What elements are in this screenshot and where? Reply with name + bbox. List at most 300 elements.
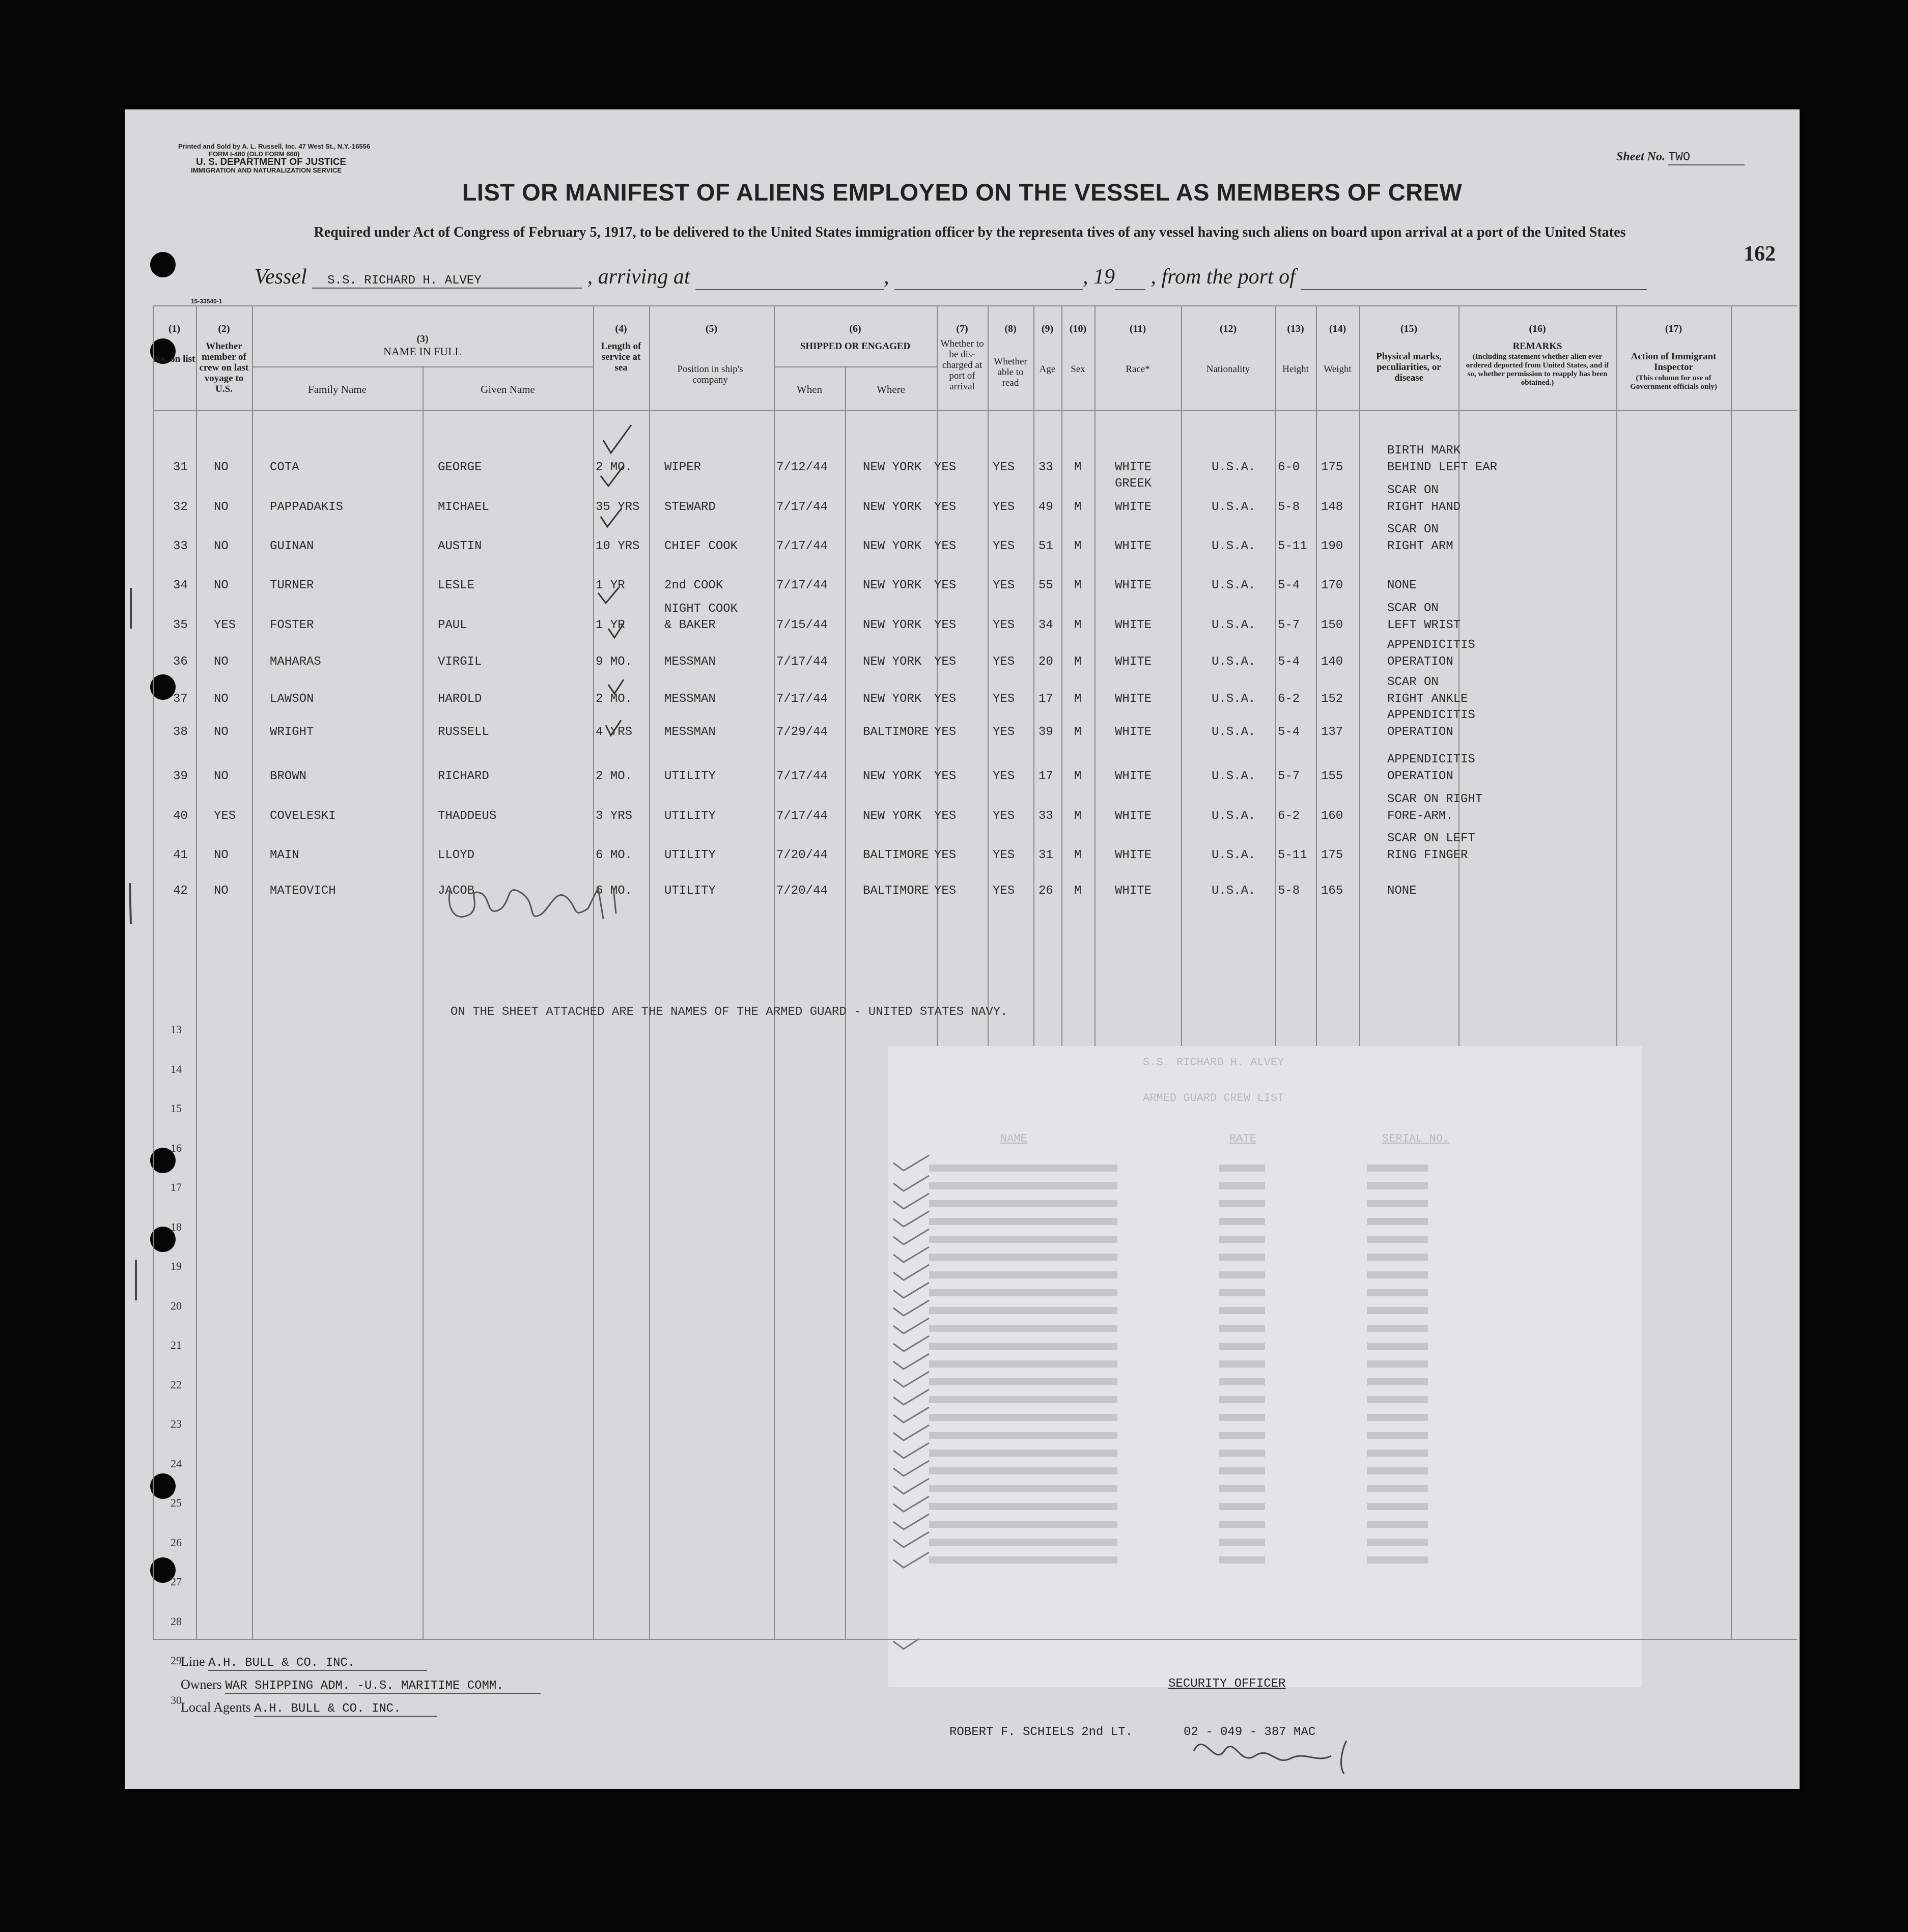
- physical-marks-cell-line1: APPENDICITIS: [1387, 638, 1475, 652]
- col-head-discharged: Whether to be dis-charged at port of arrival: [940, 338, 984, 392]
- nationality-cell: U.S.A.: [1212, 884, 1256, 898]
- race-cell: WHITE: [1115, 655, 1152, 669]
- col-head-no-on-list: No. on list: [153, 354, 195, 364]
- weight-cell: 152: [1321, 692, 1343, 706]
- race-secondary-cell: GREEK: [1115, 477, 1152, 491]
- page-number: 162: [1744, 242, 1776, 266]
- age-cell: 17: [1039, 770, 1053, 783]
- col-head-given-name: Given Name: [481, 383, 535, 395]
- age-cell: 17: [1039, 692, 1053, 706]
- sex-cell: M: [1074, 461, 1082, 474]
- physical-marks-cell-line1: SCAR ON: [1387, 523, 1439, 536]
- read-cell: YES: [993, 618, 1015, 632]
- last-voyage-cell: NO: [214, 579, 229, 592]
- col-num-4: (4): [615, 323, 627, 334]
- given-name-cell: RUSSELL: [438, 725, 489, 739]
- col-num-2: (2): [218, 323, 230, 334]
- col-num-7: (7): [956, 323, 968, 334]
- read-cell: YES: [993, 579, 1015, 592]
- last-voyage-cell: NO: [214, 770, 229, 783]
- physical-marks-cell: OPERATION: [1387, 655, 1453, 669]
- discharged-cell: YES: [934, 809, 957, 823]
- nationality-cell: U.S.A.: [1212, 579, 1256, 592]
- discharged-cell: YES: [934, 500, 957, 514]
- shipped-when-cell: 7/12/44: [776, 461, 828, 474]
- column-rule: [423, 366, 424, 1639]
- col-num-1: (1): [168, 323, 181, 334]
- row-number: 42: [173, 884, 188, 898]
- vessel-line: Vessel S.S. RICHARD H. ALVEY , arriving at , , 19 , from the port of: [255, 265, 1647, 290]
- shipped-when-cell: 7/17/44: [776, 692, 828, 706]
- blank-line-number: 25: [171, 1496, 182, 1509]
- read-cell: YES: [993, 848, 1015, 862]
- position-cell: WIPER: [664, 461, 702, 474]
- height-cell: 5-11: [1278, 539, 1307, 553]
- vessel-label: Vessel: [255, 265, 307, 289]
- family-name-cell: COVELESKI: [270, 809, 336, 823]
- position-cell: MESSMAN: [664, 725, 716, 739]
- col-num-17: (17): [1665, 323, 1682, 334]
- weight-cell: 150: [1321, 618, 1343, 632]
- column-rule: [196, 305, 197, 1639]
- position-cell: MESSMAN: [664, 692, 716, 706]
- given-name-cell: RICHARD: [438, 770, 489, 783]
- shipped-where-cell: NEW YORK: [863, 692, 922, 706]
- shipped-when-cell: 7/20/44: [776, 848, 828, 862]
- row-number: 32: [173, 500, 188, 514]
- family-name-cell: WRIGHT: [270, 725, 314, 739]
- sheet-number: Sheet No. TWO: [1616, 150, 1745, 165]
- given-name-cell: PAUL: [438, 618, 467, 632]
- physical-marks-cell: NONE: [1387, 884, 1417, 898]
- read-cell: YES: [993, 500, 1015, 514]
- nationality-cell: U.S.A.: [1212, 725, 1256, 739]
- col-head-where: Where: [877, 383, 905, 395]
- service-cell: 6 MO.: [596, 848, 633, 862]
- shipped-where-cell: BALTIMORE: [863, 725, 929, 739]
- nationality-cell: U.S.A.: [1212, 770, 1256, 783]
- last-voyage-cell: NO: [214, 848, 229, 862]
- sex-cell: M: [1074, 618, 1082, 632]
- family-name-cell: MATEOVICH: [270, 884, 336, 898]
- physical-marks-cell-line1: APPENDICITIS: [1387, 753, 1475, 766]
- faded-list-title: S.S. RICHARD H. ALVEY: [1143, 1056, 1284, 1069]
- height-cell: 5-4: [1278, 579, 1300, 592]
- page-subtitle: Required under Act of Congress of February 5, 1917, to be delivered to the United States immigration officer by the representa tives of any vessel having such aliens on board upon arrival at a port of the United States: [314, 224, 1626, 240]
- physical-marks-cell: FORE-ARM.: [1387, 809, 1453, 823]
- col-head-name: NAME IN FULL: [383, 345, 462, 358]
- blank-line-number: 21: [171, 1339, 182, 1351]
- shipped-when-cell: 7/17/44: [776, 579, 828, 592]
- col-head-remarks-note: (Including statement whether alien ever ordered deported from United States, and if so, whether permission to reapply has been obtained.): [1466, 353, 1609, 387]
- discharged-cell: YES: [934, 848, 957, 862]
- position-cell: UTILITY: [664, 848, 716, 862]
- family-name-cell: TURNER: [270, 579, 314, 592]
- read-cell: YES: [993, 809, 1015, 823]
- discharged-cell: YES: [934, 884, 957, 898]
- age-cell: 39: [1039, 725, 1053, 739]
- nationality-cell: U.S.A.: [1212, 539, 1256, 553]
- col-num-9: (9): [1041, 323, 1054, 334]
- last-voyage-cell: NO: [214, 692, 229, 706]
- family-name-cell: MAHARAS: [270, 655, 321, 669]
- weight-cell: 140: [1321, 655, 1343, 669]
- last-voyage-cell: NO: [214, 655, 229, 669]
- weight-cell: 175: [1321, 461, 1343, 474]
- discharged-cell: YES: [934, 725, 957, 739]
- nationality-cell: U.S.A.: [1212, 655, 1256, 669]
- col-head-position: Position in ship's company: [677, 364, 743, 385]
- shipped-when-cell: 7/17/44: [776, 500, 828, 514]
- race-cell: WHITE: [1115, 692, 1152, 706]
- discharged-cell: YES: [934, 539, 957, 553]
- race-cell: WHITE: [1115, 884, 1152, 898]
- physical-marks-cell-line1: SCAR ON: [1387, 602, 1439, 615]
- physical-marks-cell-line1: BIRTH MARK: [1387, 444, 1461, 458]
- weight-cell: 155: [1321, 770, 1343, 783]
- shipped-where-cell: NEW YORK: [863, 770, 922, 783]
- age-cell: 34: [1039, 618, 1053, 632]
- nationality-cell: U.S.A.: [1212, 618, 1256, 632]
- shipped-when-cell: 7/17/44: [776, 770, 828, 783]
- shipped-when-cell: 7/29/44: [776, 725, 828, 739]
- blank-line-number: 26: [171, 1536, 182, 1549]
- column-rule: [845, 366, 846, 1639]
- position-cell: 2nd COOK: [664, 579, 723, 592]
- service-cell: 4 YRS: [596, 725, 633, 739]
- last-voyage-cell: YES: [214, 809, 236, 823]
- col-num-11: (11): [1129, 323, 1146, 334]
- read-cell: YES: [993, 539, 1015, 553]
- read-cell: YES: [993, 692, 1015, 706]
- last-voyage-cell: YES: [214, 618, 236, 632]
- family-name-cell: MAIN: [270, 848, 299, 862]
- col-head-family-name: Family Name: [308, 383, 367, 395]
- printer-info: Printed and Sold by A. L. Russell, Inc. 47 West St., N.Y.-16556 FORM I-480 (OLD FORM 660) U. S. DEPARTMENT OF JUSTICE IMMIGRATION AND NATURALIZATION SERVICE: [178, 143, 371, 174]
- col-head-when: When: [796, 383, 823, 395]
- position-cell: UTILITY: [664, 770, 716, 783]
- sex-cell: M: [1074, 725, 1082, 739]
- blank-line-number: 22: [171, 1378, 182, 1391]
- given-name-cell: AUSTIN: [438, 539, 482, 553]
- row-number: 33: [173, 539, 188, 553]
- col-head-age: Age: [1039, 364, 1056, 375]
- col-head-height: Height: [1282, 364, 1309, 375]
- physical-marks-cell: RIGHT ARM: [1387, 539, 1453, 553]
- shipped-where-cell: NEW YORK: [863, 461, 922, 474]
- row-number: 31: [173, 461, 188, 474]
- shipped-where-cell: NEW YORK: [863, 539, 922, 553]
- height-cell: 5-8: [1278, 884, 1300, 898]
- weight-cell: 137: [1321, 725, 1343, 739]
- service-cell: 1 YR: [596, 579, 625, 592]
- weight-cell: 165: [1321, 884, 1343, 898]
- physical-marks-cell: NONE: [1387, 579, 1417, 592]
- physical-marks-cell: OPERATION: [1387, 725, 1453, 739]
- armed-guard-note: ON THE SHEET ATTACHED ARE THE NAMES OF THE ARMED GUARD - UNITED STATES NAVY.: [451, 1005, 1008, 1019]
- family-name-cell: PAPPADAKIS: [270, 500, 344, 514]
- family-name-cell: LAWSON: [270, 692, 314, 706]
- race-cell: WHITE: [1115, 809, 1152, 823]
- height-cell: 5-4: [1278, 655, 1300, 669]
- read-cell: YES: [993, 655, 1015, 669]
- discharged-cell: YES: [934, 579, 957, 592]
- faded-armed-guard-list: [888, 1046, 1642, 1687]
- footer-agents: Local Agents A.H. BULL & CO. INC.: [181, 1700, 437, 1717]
- position-cell: MESSMAN: [664, 655, 716, 669]
- column-rule: [1731, 305, 1732, 1639]
- race-cell: WHITE: [1115, 770, 1152, 783]
- height-cell: 5-11: [1278, 848, 1307, 862]
- blank-line-number: 18: [171, 1220, 182, 1233]
- last-voyage-cell: NO: [214, 539, 229, 553]
- race-cell: WHITE: [1115, 579, 1152, 592]
- col-head-remarks: REMARKS: [1512, 341, 1562, 352]
- given-name-cell: GEORGE: [438, 461, 482, 474]
- physical-marks-cell-line1: SCAR ON LEFT: [1387, 832, 1475, 845]
- physical-marks-cell: LEFT WRIST: [1387, 618, 1461, 632]
- discharged-cell: YES: [934, 692, 957, 706]
- blank-line-number: 29: [171, 1654, 182, 1667]
- service-cell: 35 YRS: [596, 500, 640, 514]
- physical-marks-cell: OPERATION: [1387, 770, 1453, 783]
- row-number: 38: [173, 725, 188, 739]
- height-cell: 6-2: [1278, 809, 1300, 823]
- service-cell: 3 YRS: [596, 809, 633, 823]
- form-code: 15-33540-1: [191, 298, 222, 305]
- col-num-13: (13): [1287, 323, 1304, 334]
- position-cell: UTILITY: [664, 884, 716, 898]
- col-head-length-service: Length of service at sea: [601, 341, 641, 373]
- faded-col-name: NAME: [1000, 1132, 1027, 1145]
- weight-cell: 160: [1321, 809, 1343, 823]
- service-cell: 2 MO.: [596, 692, 633, 706]
- last-voyage-cell: NO: [214, 461, 229, 474]
- service-cell: 9 MO.: [596, 655, 633, 669]
- physical-marks-cell: BEHIND LEFT EAR: [1387, 461, 1498, 474]
- punch-hole: [150, 252, 176, 277]
- footer-owners: Owners WAR SHIPPING ADM. -U.S. MARITIME COMM.: [181, 1677, 541, 1694]
- age-cell: 49: [1039, 500, 1053, 514]
- race-cell: WHITE: [1115, 539, 1152, 553]
- given-name-cell: LESLE: [438, 579, 475, 592]
- weight-cell: 175: [1321, 848, 1343, 862]
- age-cell: 31: [1039, 848, 1053, 862]
- last-voyage-cell: NO: [214, 725, 229, 739]
- position-cell-line1: NIGHT COOK: [664, 602, 738, 616]
- shipped-where-cell: NEW YORK: [863, 618, 922, 632]
- col-head-action-note: (This column for use of Government officials only): [1630, 374, 1717, 391]
- column-rule: [153, 305, 154, 1639]
- security-officer-label: SECURITY OFFICER: [1168, 1677, 1286, 1691]
- blank-line-number: 16: [171, 1141, 182, 1154]
- col-num-14: (14): [1329, 323, 1346, 334]
- family-name-cell: FOSTER: [270, 618, 314, 632]
- family-name-cell: BROWN: [270, 770, 307, 783]
- col-head-read: Whether able to read: [994, 356, 1027, 388]
- shipped-where-cell: NEW YORK: [863, 655, 922, 669]
- age-cell: 51: [1039, 539, 1053, 553]
- blank-line-number: 23: [171, 1417, 182, 1430]
- faded-col-serial: SERIAL NO.: [1382, 1132, 1450, 1145]
- shipped-where-cell: BALTIMORE: [863, 884, 929, 898]
- weight-cell: 170: [1321, 579, 1343, 592]
- col-head-weight: Weight: [1324, 364, 1352, 375]
- handwritten-signature: [435, 868, 649, 934]
- blank-line-number: 30: [171, 1693, 182, 1707]
- row-number: 41: [173, 848, 188, 862]
- nationality-cell: U.S.A.: [1212, 500, 1256, 514]
- service-cell: 6 MO.: [596, 884, 633, 898]
- height-cell: 6-0: [1278, 461, 1300, 474]
- discharged-cell: YES: [934, 461, 957, 474]
- height-cell: 5-8: [1278, 500, 1300, 514]
- race-cell: WHITE: [1115, 461, 1152, 474]
- height-cell: 5-7: [1278, 770, 1300, 783]
- faded-list-subtitle: ARMED GUARD CREW LIST: [1143, 1092, 1284, 1104]
- read-cell: YES: [993, 725, 1015, 739]
- discharged-cell: YES: [934, 655, 957, 669]
- position-cell: UTILITY: [664, 809, 716, 823]
- row-number: 37: [173, 692, 188, 706]
- shipped-when-cell: 7/17/44: [776, 809, 828, 823]
- col-num-3: (3): [416, 333, 429, 345]
- weight-cell: 190: [1321, 539, 1343, 553]
- nationality-cell: U.S.A.: [1212, 461, 1256, 474]
- sex-cell: M: [1074, 770, 1082, 783]
- weight-cell: 148: [1321, 500, 1343, 514]
- faded-list-lines: [899, 1158, 1458, 1616]
- discharged-cell: YES: [934, 618, 957, 632]
- sex-cell: M: [1074, 809, 1082, 823]
- blank-line-number: 13: [171, 1023, 182, 1036]
- blank-line-number: 15: [171, 1102, 182, 1115]
- race-cell: WHITE: [1115, 618, 1152, 632]
- column-rule: [774, 305, 775, 1639]
- nationality-cell: U.S.A.: [1212, 809, 1256, 823]
- family-name-cell: COTA: [270, 461, 299, 474]
- physical-marks-cell-line1: SCAR ON RIGHT: [1387, 792, 1483, 806]
- page-title: LIST OR MANIFEST OF ALIENS EMPLOYED ON THE VESSEL AS MEMBERS OF CREW: [462, 179, 1463, 206]
- family-name-cell: GUINAN: [270, 539, 314, 553]
- given-name-cell: MICHAEL: [438, 500, 489, 514]
- physical-marks-cell: RIGHT ANKLE: [1387, 692, 1468, 706]
- age-cell: 20: [1039, 655, 1053, 669]
- manifest-sheet: [125, 109, 1800, 1789]
- read-cell: YES: [993, 884, 1015, 898]
- col-head-nationality: Nationality: [1206, 364, 1250, 375]
- col-head-sex: Sex: [1071, 364, 1085, 375]
- height-cell: 5-4: [1278, 725, 1300, 739]
- sex-cell: M: [1074, 539, 1082, 553]
- shipped-when-cell: 7/17/44: [776, 655, 828, 669]
- given-name-cell: JACOB: [438, 884, 475, 898]
- given-name-cell: THADDEUS: [438, 809, 497, 823]
- sex-cell: M: [1074, 848, 1082, 862]
- read-cell: YES: [993, 461, 1015, 474]
- position-cell: STEWARD: [664, 500, 716, 514]
- physical-marks-cell: RIGHT HAND: [1387, 500, 1461, 514]
- faded-col-rate: RATE: [1229, 1132, 1256, 1145]
- column-rule: [649, 305, 650, 1639]
- col-num-15: (15): [1400, 323, 1418, 334]
- physical-marks-cell-line1: SCAR ON: [1387, 675, 1439, 689]
- nationality-cell: U.S.A.: [1212, 692, 1256, 706]
- physical-marks-cell: RING FINGER: [1387, 848, 1468, 862]
- blank-line-number: 28: [171, 1614, 182, 1628]
- race-cell: WHITE: [1115, 500, 1152, 514]
- col-head-physical-marks: Physical marks, peculiarities, or disease: [1376, 351, 1442, 383]
- punch-hole: [150, 1473, 176, 1499]
- blank-line-number: 19: [171, 1260, 182, 1272]
- shipped-when-cell: 7/20/44: [776, 884, 828, 898]
- col-num-6: (6): [849, 323, 861, 334]
- last-voyage-cell: NO: [214, 884, 229, 898]
- col-num-8: (8): [1004, 323, 1017, 334]
- col-num-16: (16): [1529, 323, 1546, 334]
- col-head-last-voyage: Whether member of crew on last voyage to U.S.: [199, 341, 249, 394]
- row-number: 34: [173, 579, 188, 592]
- row-number: 40: [173, 809, 188, 823]
- service-cell: 2 MO.: [596, 770, 633, 783]
- col-num-5: (5): [705, 323, 718, 334]
- col-num-12: (12): [1219, 323, 1237, 334]
- blank-line-number: 24: [171, 1457, 182, 1470]
- sex-cell: M: [1074, 500, 1082, 514]
- blank-line-number: 20: [171, 1299, 182, 1312]
- service-cell: 10 YRS: [596, 539, 640, 553]
- service-cell: 1 YR: [596, 618, 625, 632]
- col-num-10: (10): [1069, 323, 1087, 334]
- officer-number: 02 - 049 - 387 MAC: [1184, 1725, 1316, 1739]
- shipped-where-cell: NEW YORK: [863, 579, 922, 592]
- service-cell: 2 MO.: [596, 461, 633, 474]
- sex-cell: M: [1074, 579, 1082, 592]
- shipped-where-cell: NEW YORK: [863, 500, 922, 514]
- given-name-cell: VIRGIL: [438, 655, 482, 669]
- footer-line: Line A.H. BULL & CO. INC.: [181, 1654, 427, 1671]
- nationality-cell: U.S.A.: [1212, 848, 1256, 862]
- physical-marks-cell-line1: SCAR ON: [1387, 484, 1439, 497]
- check-marks: [583, 415, 644, 924]
- shipped-where-cell: NEW YORK: [863, 809, 922, 823]
- blank-line-number: 27: [171, 1575, 182, 1588]
- officer-signature: [1184, 1720, 1387, 1776]
- age-cell: 55: [1039, 579, 1053, 592]
- position-cell: & BAKER: [664, 618, 716, 632]
- officer-name: ROBERT F. SCHIELS 2nd LT.: [949, 1725, 1133, 1739]
- blank-line-number: 14: [171, 1062, 182, 1075]
- col-head-race: Race*: [1126, 364, 1150, 375]
- given-name-cell: LLOYD: [438, 848, 475, 862]
- age-cell: 33: [1039, 461, 1053, 474]
- col-head-action: Action of Immigrant Inspector: [1631, 351, 1717, 373]
- race-cell: WHITE: [1115, 848, 1152, 862]
- last-voyage-cell: NO: [214, 500, 229, 514]
- column-rule: [252, 305, 253, 1639]
- faded-list-checks: [888, 1153, 934, 1662]
- shipped-when-cell: 7/17/44: [776, 539, 828, 553]
- row-number: 39: [173, 770, 188, 783]
- vessel-name: S.S. RICHARD H. ALVEY: [312, 274, 582, 289]
- physical-marks-cell-line1: APPENDICITIS: [1387, 708, 1475, 722]
- punch-hole: [150, 674, 176, 700]
- race-cell: WHITE: [1115, 725, 1152, 739]
- sex-cell: M: [1074, 884, 1082, 898]
- shipped-where-cell: BALTIMORE: [863, 848, 929, 862]
- discharged-cell: YES: [934, 770, 957, 783]
- read-cell: YES: [993, 770, 1015, 783]
